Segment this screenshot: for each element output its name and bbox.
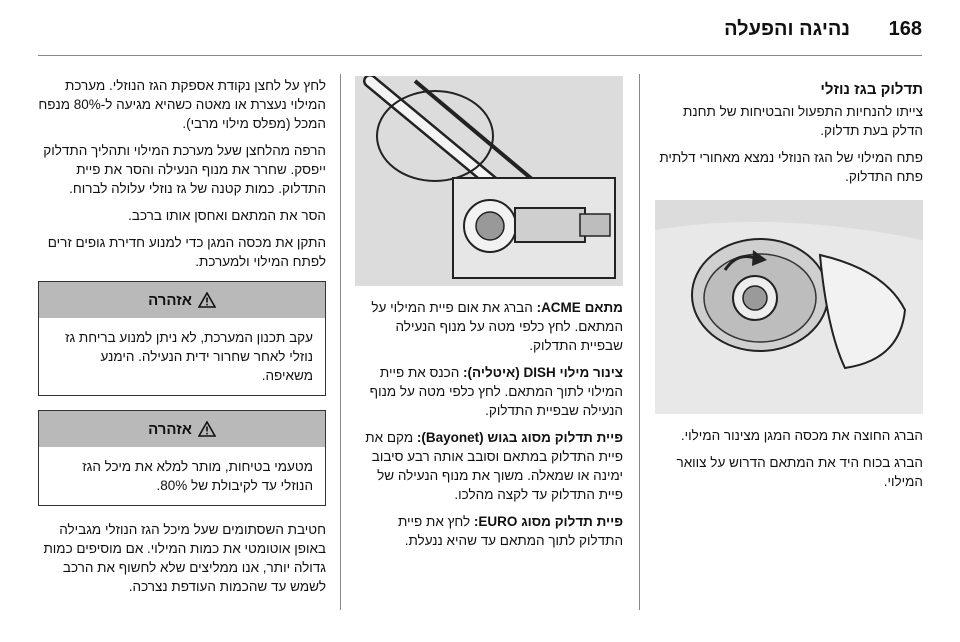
column-divider-right	[639, 74, 640, 610]
warning-triangle-icon	[198, 421, 216, 437]
paragraph: הברג בכוח היד את המתאם הדרוש על צוואר המילוי.	[676, 455, 923, 489]
page-header	[38, 10, 922, 54]
warning-title: אזהרה	[148, 291, 192, 309]
fuel-door-illustration	[655, 200, 923, 414]
chapter-title: נהיגה והפעלה	[724, 18, 850, 40]
warning-box	[38, 410, 326, 506]
paragraph-lead: פיית תדלוק מסוג בגוש (Bayonet):	[416, 430, 623, 445]
paragraph: הסר את המתאם ואחסן אותו ברכב.	[128, 208, 326, 223]
paragraph: הברג החוצה את מכסה המגן מצינור המילוי.	[680, 428, 923, 443]
paragraph	[355, 298, 623, 355]
paragraph	[355, 512, 623, 550]
middle-column	[355, 76, 623, 558]
paragraph: הרפה מהלחצן שעל מערכת המילוי ותהליך התדלוק ייפסק. שחרר את מנוף הנעילה והסר את פיית התדלוק. כמות קטנה של גז נוזלי עלולה לברוח.	[43, 143, 326, 196]
paragraph	[355, 363, 623, 420]
paragraph-body: הברג את אום פיית המילוי על המתאם. לחץ כלפי מטה על מנוף הנעילה שבפיית התדלוק.	[371, 300, 623, 353]
nozzle-adapter-illustration	[355, 76, 623, 286]
column-divider-left	[340, 74, 341, 610]
section-title: תדלוק בגז נוזלי	[820, 81, 923, 98]
right-column	[655, 80, 923, 499]
paragraph: התקן את מכסה המגן כדי למנוע חדירת גופים זרים לפתח המילוי ולמערכת.	[47, 235, 326, 269]
warning-title: אזהרה	[148, 420, 192, 438]
paragraph-body: לחץ את פיית התדלוק לתוך המתאם עד שהיא ננעלת.	[397, 514, 623, 548]
paragraph: צייתו להנחיות התפעול והבטיחות של תחנת הדלק בעת תדלוק.	[683, 104, 923, 138]
warning-header	[39, 411, 325, 447]
paragraph-body: מקם את פיית התדלוק במתאם וסובב אותה רבע סיבוב ימינה או שמאלה. משוך את מנוף הנעילה של פיית התדלוק עד לקצה מהלכו.	[365, 430, 623, 502]
paragraph: לחץ על לחצן נקודת אספקת הגז הנוזלי. מערכת המילוי נעצרת או מאטה כשהיא מגיעה ל-80% מנפח המכל (מפלס מילוי מרבי).	[38, 78, 326, 131]
paragraph-lead: פיית תדלוק מסוג EURO:	[473, 514, 623, 529]
paragraph-body: הכנס את פיית המילוי לתוך המתאם. לחץ כלפי מטה על מנוף הנעילה שבפיית התדלוק.	[369, 365, 623, 418]
left-column	[38, 76, 326, 604]
paragraph-lead: מתאם ACME:	[536, 300, 623, 315]
warning-text: מטעמי בטיחות, מותר למלא את מיכל הגז הנוזלי עד לקיבולת של 80%.	[82, 459, 313, 493]
warning-box	[38, 281, 326, 396]
header-divider	[38, 55, 922, 56]
paragraph	[355, 428, 623, 504]
warning-triangle-icon	[198, 292, 216, 308]
warning-header	[39, 282, 325, 318]
paragraph: פתח המילוי של הגז הנוזלי נמצא מאחורי דלתית פתח התדלוק.	[659, 150, 923, 184]
paragraph: חטיבת השסתומים שעל מיכל הגז הנוזלי מגבילה באופן אוטומטי את כמות המילוי. אם מוסיפים כמות גדולה יותר, אנו ממליצים שלא לחשוף את הרכב לשמש עד שהכמות העודפת נצרכה.	[43, 522, 326, 594]
page-number: 168	[888, 18, 922, 40]
warning-text: עקב תכנון המערכת, לא ניתן למנוע בריחת גז נוזלי לאחר שחרור ידית הנעילה. הימנע משאיפה.	[65, 330, 313, 383]
paragraph-lead: צינור מילוי DISH (איטליה):	[463, 365, 623, 380]
